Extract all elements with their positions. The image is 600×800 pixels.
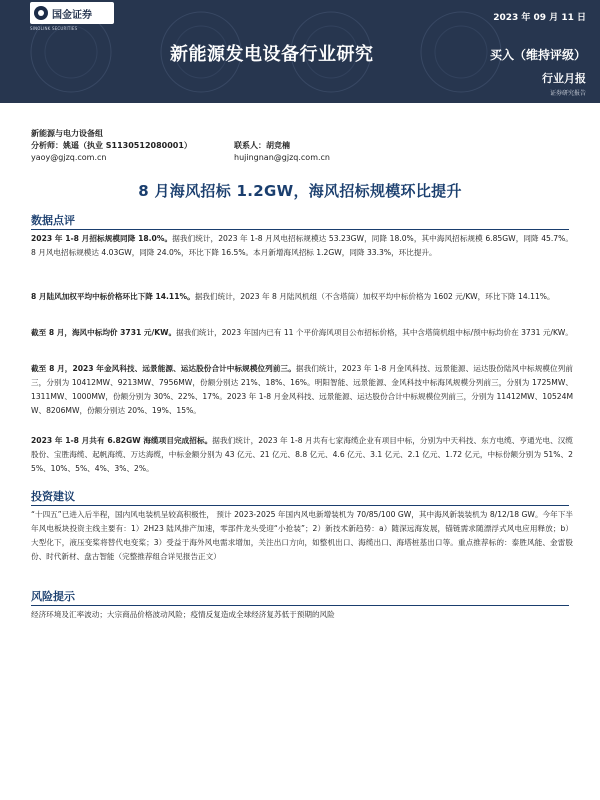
analyst-name-cell (31, 140, 234, 152)
paragraph-text: 据我们统计，2023 年 1-8 月金风科技、远景能源、运达股份陆风中标规模位列前三，分别为 10412MW、9213MW、7956MW，份额分别达 21%、18%、16%。明阳智能、远景能源、金风科技中标海风规模分列前三，分别为 1725MW、1311MW、1000MW，份额分别为 30%、22%、17%。2023 年 1-8 月金风科技、远景能源、运达股份合计中标规模位列前三，分别为 11412MW、10524MW、8206MW，份额分别达 20%、19%、15%。 (31, 364, 573, 415)
data-paragraph (31, 362, 573, 418)
contact-label: 联系人： (234, 141, 266, 150)
analyst-label: 分析师： (31, 141, 63, 150)
report-date: 2023 年 09 月 11 日 (493, 13, 586, 23)
investment-paragraph: “十四五”已进入后半程，国内风电装机呈较高积极性， 预计 2023-2025 年国内风电新增装机为 70/85/100 GW，其中海风新装装机为 8/12/18 GW。今年下半年风电板块投资主线主要有：1）2H23 陆风排产加速，零部件龙头受迎“小抢装”；2）新技术新趋势：a）随深远海发展，锚链需求随漂浮式风电应用释放；b）大型化下，液压变桨将替代电变桨；3）受益于海外风电需求增加，关注出口方向，如整机出口、海缆出口、海塔桩基出口等。重点推荐标的：泰胜风能、金雷股份、时代新材、盘古智能（完整推荐组合详见报告正文） (31, 510, 573, 561)
paragraph-text: 据我们统计，2023 年 1-8 月共有七家海缆企业有项目中标，分别为中天科技、东方电缆、亨通光电、汉缆股份、宝胜海缆、起帆海缆、万达海缆，中标金额分别为 43 亿元、21 亿元、8.8 亿元、4.6 亿元、3.1 亿元、2.1 亿元、1.72 亿元，中标份额分别为 51%、25%、10%、5%、4%、3%、2%。 (31, 436, 574, 473)
paragraph-lead: 2023 年 1-8 月共有 6.82GW 海缆项目完成招标。 (31, 436, 213, 445)
contact-name: 胡竞楠 (266, 141, 290, 150)
report-type: 行业月报 (542, 72, 586, 85)
section-title-investment: 投资建议 (31, 490, 75, 503)
paragraph-lead: 8 月陆风加权平均中标价格环比下降 14.11%。 (31, 292, 195, 301)
analyst-name: 姚遥（执业 S1130512080001） (63, 141, 192, 150)
logo-subtitle: SINOLINK SECURITIES (30, 26, 78, 31)
paragraph-text: 据我们统计，2023 年 1-8 月风电招标规模达 53.23GW，同降 18.0%，其中海风招标规模 6.85GW，同降 45.7%。8 月风电招标规模达 4.03GW，同降 24.0%，环比下降 16.5%。本月新增海风招标 1.2GW，同降 33.3%，环比提升。 (31, 234, 573, 257)
contact-email[interactable]: hujingnan@gjzq.com.cn (234, 153, 330, 162)
analyst-row (31, 140, 330, 152)
paragraph-text: 据我们统计，2023 年国内已有 11 个平价海风项目公布招标价格，其中含塔筒机组中标/预中标均价在 3731 元/KW。 (176, 328, 573, 337)
section-divider (31, 505, 569, 506)
logo-mark-icon (34, 6, 48, 20)
analyst-email[interactable]: yaoy@gjzq.com.cn (31, 153, 107, 162)
section-divider (31, 229, 569, 230)
report-subtype: 证券研究报告 (549, 90, 586, 97)
paragraph-lead: 截至 8 月，海风中标均价 3731 元/KW。 (31, 328, 177, 337)
section-divider (31, 605, 569, 606)
section-title-risk: 风险提示 (31, 590, 75, 603)
paragraph-lead: 2023 年 1-8 月招标规模同降 18.0%。 (31, 234, 173, 243)
logo-text: 国金证券 (52, 9, 92, 21)
data-paragraph (31, 434, 573, 476)
paragraph-lead: 截至 8 月，2023 年金风科技、远景能源、运达股份合计中标规模位列前三。 (31, 364, 296, 373)
company-logo (30, 2, 114, 24)
analyst-group: 新能源与电力设备组 (31, 129, 103, 138)
email-row (31, 152, 330, 164)
paragraph-text: 据我们统计，2023 年 8 月陆风机组（不含塔筒）加权平均中标价格为 1602 元/KW，环比下降 14.11%。 (194, 292, 555, 301)
data-paragraph (31, 290, 573, 304)
risk-paragraph: 经济环境及汇率波动；大宗商品价格波动风险；疫情反复造成全球经济复苏低于预期的风险 (31, 610, 335, 619)
section-title-data-review: 数据点评 (31, 214, 75, 227)
data-paragraph (31, 232, 573, 260)
header-banner (0, 0, 600, 103)
analyst-info (31, 128, 330, 164)
rating-label: 买入（维持评级） (489, 48, 586, 62)
data-paragraph (31, 326, 573, 340)
page-headline: 8 月海风招标 1.2GW，海风招标规模环比提升 (138, 182, 462, 200)
report-title: 新能源发电设备行业研究 (170, 44, 374, 65)
contact-name-cell (234, 140, 290, 152)
